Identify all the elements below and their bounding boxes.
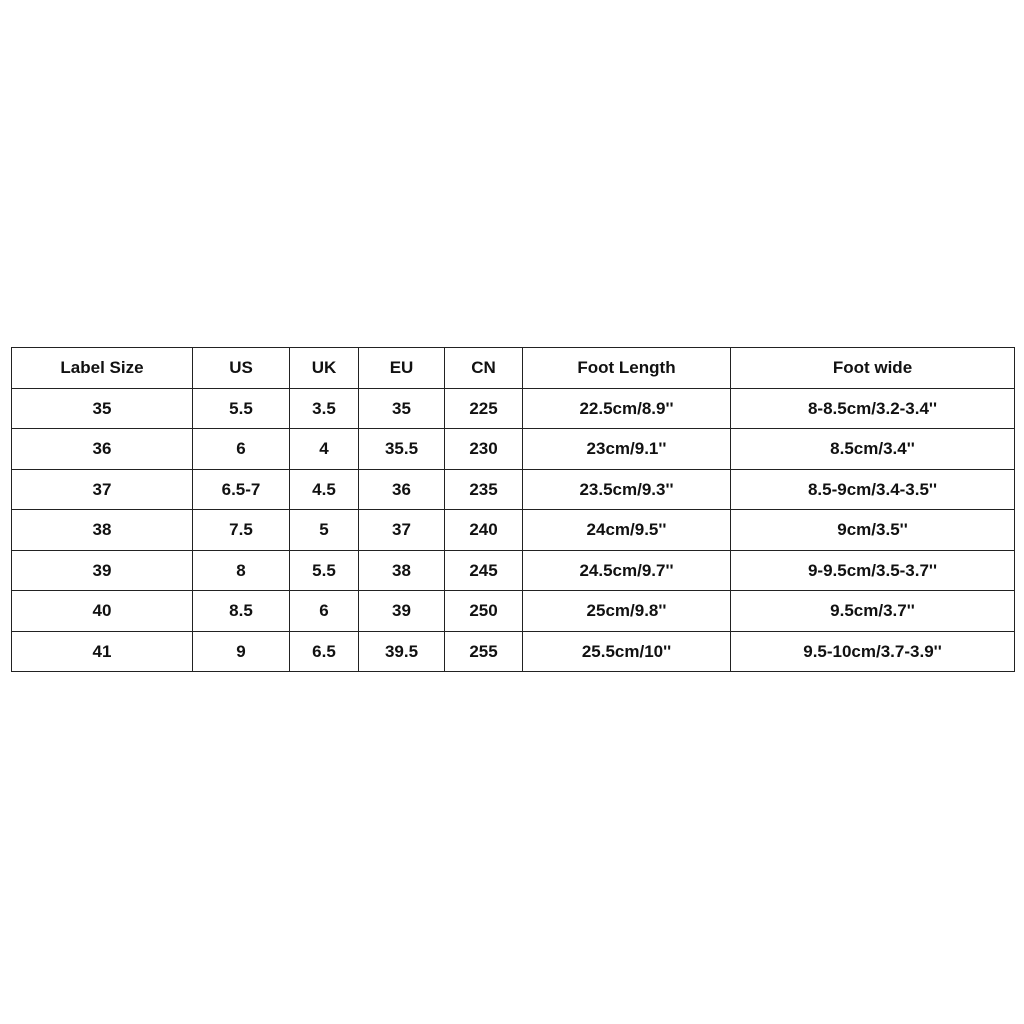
table-cell: 240 (445, 510, 523, 551)
table-cell: 8 (193, 550, 290, 591)
size-chart-table (11, 347, 1015, 672)
table-cell: 6.5 (290, 631, 359, 672)
table-cell: 39 (12, 550, 193, 591)
header-cell: Foot Length (523, 348, 731, 389)
table-cell: 9-9.5cm/3.5-3.7'' (731, 550, 1015, 591)
table-cell: 230 (445, 429, 523, 470)
table-cell: 8.5-9cm/3.4-3.5'' (731, 469, 1015, 510)
table-cell: 38 (12, 510, 193, 551)
table-cell: 37 (359, 510, 445, 551)
table-cell: 40 (12, 591, 193, 632)
table-row (12, 510, 1015, 551)
table-cell: 39.5 (359, 631, 445, 672)
table-cell: 25.5cm/10'' (523, 631, 731, 672)
header-cell: Foot wide (731, 348, 1015, 389)
table-cell: 5.5 (290, 550, 359, 591)
header-cell: US (193, 348, 290, 389)
header-cell: CN (445, 348, 523, 389)
table-row (12, 429, 1015, 470)
table-cell: 35 (12, 388, 193, 429)
header-cell: Label Size (12, 348, 193, 389)
table-header-row (12, 348, 1015, 389)
table-cell: 36 (359, 469, 445, 510)
table-cell: 8.5cm/3.4'' (731, 429, 1015, 470)
table-cell: 225 (445, 388, 523, 429)
table-cell: 6.5-7 (193, 469, 290, 510)
table-cell: 5.5 (193, 388, 290, 429)
table-cell: 22.5cm/8.9'' (523, 388, 731, 429)
table-cell: 255 (445, 631, 523, 672)
table-cell: 245 (445, 550, 523, 591)
table-cell: 24.5cm/9.7'' (523, 550, 731, 591)
table-cell: 37 (12, 469, 193, 510)
table-cell: 25cm/9.8'' (523, 591, 731, 632)
table-cell: 41 (12, 631, 193, 672)
table-cell: 4.5 (290, 469, 359, 510)
header-cell: EU (359, 348, 445, 389)
table-cell: 24cm/9.5'' (523, 510, 731, 551)
table-row (12, 591, 1015, 632)
table-cell: 5 (290, 510, 359, 551)
header-cell: UK (290, 348, 359, 389)
table-cell: 6 (193, 429, 290, 470)
table-cell: 23cm/9.1'' (523, 429, 731, 470)
table-cell: 3.5 (290, 388, 359, 429)
table-row (12, 469, 1015, 510)
table-cell: 35 (359, 388, 445, 429)
table-cell: 4 (290, 429, 359, 470)
table-cell: 39 (359, 591, 445, 632)
table-cell: 35.5 (359, 429, 445, 470)
table-cell: 9cm/3.5'' (731, 510, 1015, 551)
table-row (12, 388, 1015, 429)
table-cell: 8-8.5cm/3.2-3.4'' (731, 388, 1015, 429)
table-cell: 250 (445, 591, 523, 632)
table-cell: 9 (193, 631, 290, 672)
table-cell: 235 (445, 469, 523, 510)
table-cell: 8.5 (193, 591, 290, 632)
table-row (12, 550, 1015, 591)
table-cell: 7.5 (193, 510, 290, 551)
table-cell: 23.5cm/9.3'' (523, 469, 731, 510)
table-cell: 36 (12, 429, 193, 470)
table-cell: 9.5cm/3.7'' (731, 591, 1015, 632)
table-cell: 38 (359, 550, 445, 591)
table-cell: 6 (290, 591, 359, 632)
table-cell: 9.5-10cm/3.7-3.9'' (731, 631, 1015, 672)
table-row (12, 631, 1015, 672)
